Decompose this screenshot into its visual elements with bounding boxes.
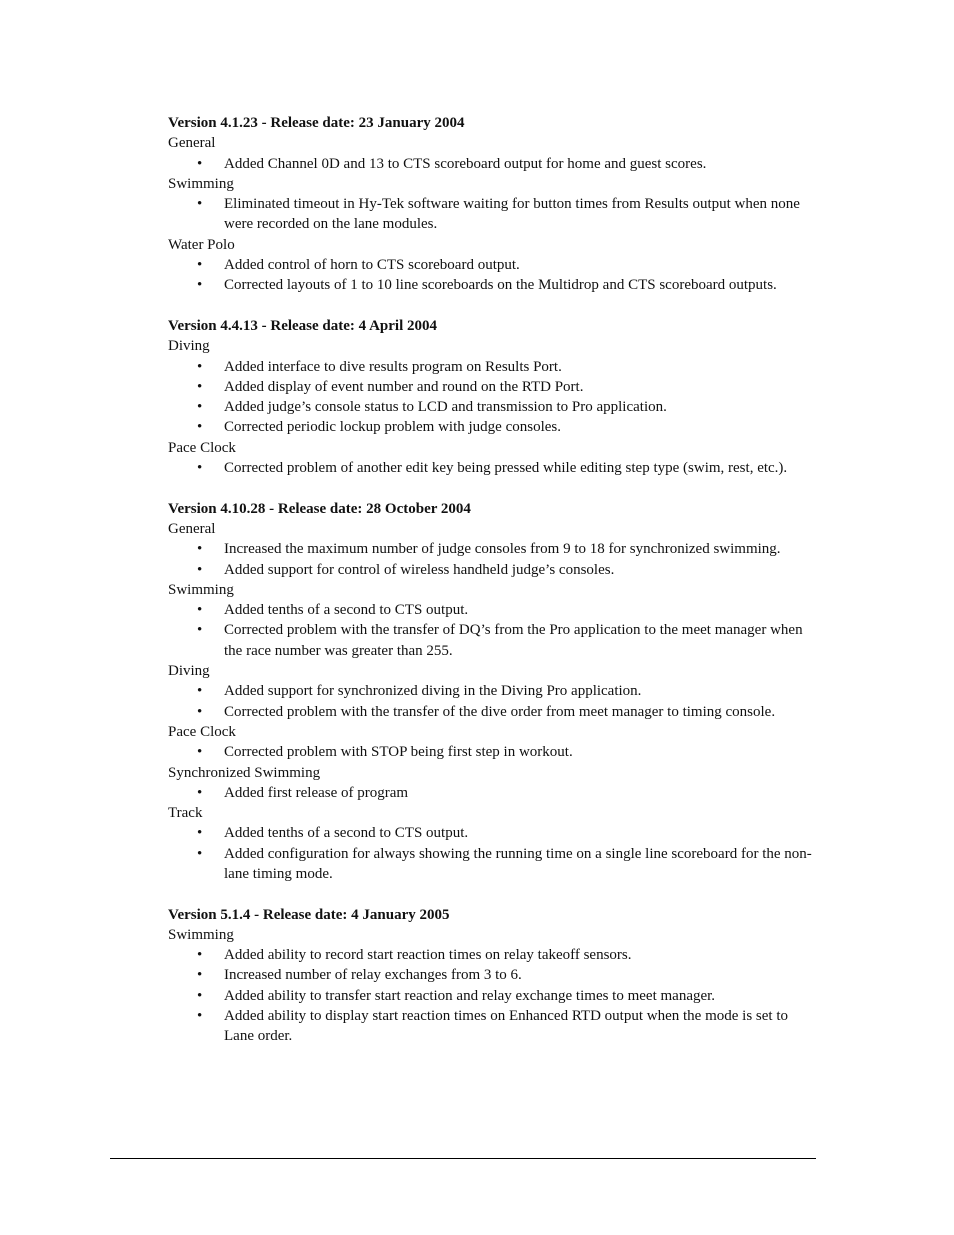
change-item: • Added Channel 0D and 13 to CTS scoreboard output for home and guest scores. <box>168 154 818 174</box>
change-list <box>168 539 818 580</box>
change-list <box>168 194 818 235</box>
version-section <box>168 905 818 1047</box>
release-notes <box>168 113 818 1067</box>
change-item: • Increased the maximum number of judge consoles from 9 to 18 for synchronized swimming. <box>168 539 818 559</box>
change-list <box>168 458 818 478</box>
category-heading: Pace Clock <box>168 439 236 456</box>
change-item: • Added tenths of a second to CTS output. <box>168 600 818 620</box>
version-heading: Version 4.10.28 - Release date: 28 October 2004 <box>168 500 471 517</box>
change-item: • Corrected problem of another edit key being pressed while editing step type (swim, rest, etc.). <box>168 458 818 478</box>
category-heading: Synchronized Swimming <box>168 764 321 781</box>
change-item: • Corrected periodic lockup problem with judge consoles. <box>168 417 818 437</box>
category-heading: Swimming <box>168 175 234 192</box>
change-list <box>168 681 818 722</box>
change-item: • Added support for control of wireless handheld judge’s consoles. <box>168 560 818 580</box>
change-item: • Corrected problem with the transfer of DQ’s from the Pro application to the meet manager when the race number was greater than 255. <box>168 620 818 661</box>
version-heading: Version 5.1.4 - Release date: 4 January 2005 <box>168 906 450 923</box>
change-item: • Added support for synchronized diving in the Diving Pro application. <box>168 681 818 701</box>
change-item: • Added judge’s console status to LCD and transmission to Pro application. <box>168 397 818 417</box>
change-item: • Eliminated timeout in Hy-Tek software waiting for button times from Results output when none were recorded on the lane modules. <box>168 194 818 235</box>
change-list <box>168 154 818 174</box>
version-heading: Version 4.1.23 - Release date: 23 January 2004 <box>168 115 465 131</box>
change-item: • Added first release of program <box>168 783 818 803</box>
change-item: • Increased number of relay exchanges from 3 to 6. <box>168 965 818 985</box>
change-list <box>168 783 818 803</box>
change-item: • Corrected problem with the transfer of the dive order from meet manager to timing console. <box>168 702 818 722</box>
category-heading: Pace Clock <box>168 723 236 740</box>
change-item: • Added tenths of a second to CTS output. <box>168 823 818 843</box>
change-list <box>168 823 818 884</box>
change-list <box>168 357 818 438</box>
version-section <box>168 316 818 478</box>
category-heading: Diving <box>168 338 210 355</box>
change-list <box>168 600 818 661</box>
change-item: • Added display of event number and round on the RTD Port. <box>168 377 818 397</box>
change-list <box>168 945 818 1046</box>
category-heading: Track <box>168 805 203 822</box>
category-heading: Water Polo <box>168 236 235 253</box>
change-item: • Added ability to display start reaction times on Enhanced RTD output when the mode is set to Lane order. <box>168 1006 818 1047</box>
change-list <box>168 255 818 296</box>
version-section <box>168 499 818 885</box>
change-item: • Added ability to record start reaction times on relay takeoff sensors. <box>168 945 818 965</box>
category-heading: Diving <box>168 663 210 680</box>
change-list <box>168 742 818 762</box>
change-item: • Added control of horn to CTS scoreboard output. <box>168 255 818 275</box>
change-item: • Corrected layouts of 1 to 10 line scoreboards on the Multidrop and CTS scoreboard outputs. <box>168 275 818 295</box>
category-heading: General <box>168 135 216 152</box>
change-item: • Added configuration for always showing the running time on a single line scoreboard for the non-lane timing mode. <box>168 844 818 885</box>
change-item: • Added interface to dive results program on Results Port. <box>168 357 818 377</box>
footer-rule <box>110 1158 816 1159</box>
category-heading: Swimming <box>168 581 234 598</box>
category-heading: General <box>168 520 216 537</box>
version-heading: Version 4.4.13 - Release date: 4 April 2004 <box>168 317 438 334</box>
change-item: • Added ability to transfer start reaction and relay exchange times to meet manager. <box>168 986 818 1006</box>
version-section <box>168 113 818 296</box>
change-item: • Corrected problem with STOP being first step in workout. <box>168 742 818 762</box>
category-heading: Swimming <box>168 926 234 943</box>
